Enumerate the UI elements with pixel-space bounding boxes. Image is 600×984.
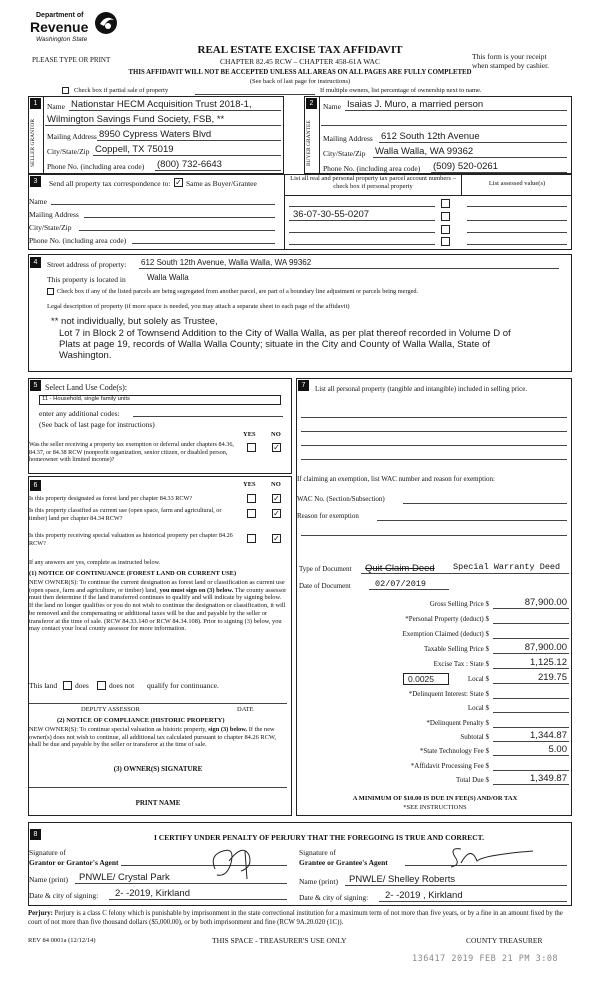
perjury-label: Perjury: — [28, 910, 53, 917]
seller-name-line1: Nationstar HECM Acquisition Trust 2018-1, — [71, 99, 252, 110]
exemption-no-checkbox[interactable]: ✓ — [273, 443, 280, 452]
tax-row-label: *Affidavit Processing Fee $ — [410, 761, 489, 770]
property-location-section — [28, 254, 572, 372]
section-2-number: 2 — [306, 98, 317, 109]
land-does-not-checkbox[interactable] — [97, 681, 106, 690]
qualify-label: qualify for continuance. — [147, 681, 219, 690]
buyer-mailing-value: 612 South 12th Avenue — [381, 131, 480, 142]
if-yes-instructions: If any answers are yes, complete as instructed below. — [29, 559, 161, 566]
does-label: does — [75, 681, 89, 690]
land-use-select[interactable] — [39, 395, 281, 405]
local-rate-value: 0.0025 — [408, 674, 434, 684]
personal-property-section — [296, 378, 572, 816]
legal-description-line1: ** not individually, but solely as Trustee, — [51, 316, 218, 327]
land-use-no-header: NO — [271, 431, 281, 438]
partial-sale-line — [195, 94, 315, 95]
notice-compliance-title: (2) NOTICE OF COMPLIANCE (HISTORIC PROPERTY) — [57, 717, 225, 724]
legal-description-line2: Lot 7 in Block 2 of Townsend Addition to the City of Walla Walla, as per plat thereof recorded in Volume D of — [59, 328, 511, 339]
wac-number-label: WAC No. (Section/Subsection) — [297, 495, 385, 503]
deputy-date-label: DATE — [237, 706, 254, 713]
seller-phone-label: Phone No. (including area code) — [47, 162, 145, 171]
current-use-yes-checkbox[interactable] — [247, 509, 256, 518]
perjury-notice — [28, 910, 572, 927]
forest-land-question: Is this property designated as forest land per chapter 84.33 RCW? — [29, 495, 193, 502]
notice-continuance-title: (1) NOTICE OF CONTINUANCE (FOREST LAND OR CURRENT USE) — [29, 570, 237, 577]
forest-yes-checkbox[interactable] — [247, 494, 256, 503]
exemption-reason-input[interactable] — [377, 520, 567, 521]
grantee-agent-label: Grantee or Grantee's Agent — [299, 858, 388, 867]
wac-number-input[interactable] — [403, 503, 567, 504]
owner-signature-title: (3) OWNER(S) SIGNATURE — [113, 765, 203, 773]
grantor-sig-label: Signature of — [29, 848, 66, 857]
tax-row-label: *Delinquent Interest: State $ — [408, 690, 489, 698]
print-name-label: PRINT NAME — [135, 799, 181, 807]
corr-name-label: Name — [29, 197, 47, 206]
buyer-grantee-section — [304, 96, 572, 174]
tax-rows-upper — [297, 597, 573, 673]
land-use-value: 11 - Household, single family units — [42, 396, 130, 402]
tax-row-label: *Personal Property (deduct) $ — [405, 615, 489, 623]
exemption-reason-label: Reason for exemption — [297, 512, 359, 520]
parcel-number-value: 36-07-30-55-0207 — [293, 209, 370, 220]
land-use-section — [28, 378, 292, 474]
buyer-city-label: City/State/Zip — [323, 149, 366, 158]
assessed-header: List assessed value(s) — [488, 180, 546, 187]
tax-row-label: Excise Tax : State $ — [433, 660, 489, 668]
tax-row-value[interactable]: 5.00 — [548, 744, 567, 756]
parcel-personal-checkbox-3[interactable] — [441, 225, 450, 234]
grantor-name-value: PNWLE/ Crystal Park — [79, 872, 170, 883]
logo-dept: Department of — [36, 12, 84, 19]
grantor-name-label: Name (print) — [29, 875, 68, 884]
notice-continuance-text — [29, 579, 287, 633]
deputy-assessor-label: DEPUTY ASSESSOR — [81, 706, 140, 713]
document-type-struck: Quit Claim Deed — [365, 563, 435, 574]
grantee-date-label: Date & city of signing: — [299, 893, 369, 902]
located-in-value: Walla Walla — [147, 273, 189, 282]
print-notice: PLEASE TYPE OR PRINT — [32, 56, 111, 64]
parcel-personal-checkbox-1[interactable] — [441, 199, 450, 208]
section-8-number: 8 — [30, 829, 41, 840]
grantor-signature-mark — [205, 841, 275, 881]
land-use-see-back: (See back of last page for instructions) — [39, 420, 155, 429]
grantee-name-label: Name (print) — [299, 877, 338, 886]
local-tax-label: Local $ — [467, 675, 489, 683]
tax-row-line — [493, 770, 569, 771]
parcel-personal-checkbox-2[interactable] — [441, 212, 450, 221]
minimum-fee-notice: A MINIMUM OF $10.00 IS DUE IN FEE(S) AND/OR TAX — [352, 795, 518, 802]
tax-row-label: *Delinquent Penalty $ — [426, 718, 489, 727]
notice-compliance-text — [29, 726, 287, 749]
corr-phone-label: Phone No. (including area code) — [29, 236, 127, 245]
tax-row-label: Gross Selling Price $ — [429, 600, 489, 608]
tax-row-value[interactable]: 87,900.00 — [524, 597, 567, 608]
legal-description-line4: Washington. — [59, 350, 112, 361]
tax-row-label: Local $ — [467, 704, 489, 713]
seller-mailing-label: Mailing Address — [47, 132, 97, 141]
tax-row-label: Taxable Selling Price $ — [423, 645, 489, 653]
multiple-owners-label: If multiple owners, list percentage of ownership next to name. — [320, 87, 482, 94]
seller-name-label: Name — [47, 102, 65, 111]
historic-question: Is this property receiving special valuation as historical property per chapter 84.26 RCW? — [29, 532, 233, 547]
land-does-label: This land — [29, 681, 58, 690]
exemption-claim-label: If claiming an exemption, list WAC number and reason for exemption: — [297, 475, 495, 483]
buyer-phone-value: (509) 520-0261 — [433, 161, 498, 172]
tax-row-value[interactable]: 87,900.00 — [524, 642, 567, 653]
seller-mailing-value: 8950 Cypress Waters Blvd — [99, 129, 212, 140]
logo-revenue: Revenue — [30, 19, 89, 35]
tax-row-value[interactable]: 1,344.87 — [530, 729, 567, 741]
send-correspondence-label: Send all property tax correspondence to: — [49, 179, 171, 188]
document-date-value: 02/07/2019 — [375, 579, 427, 589]
segregated-checkbox[interactable] — [47, 288, 54, 295]
certification-section — [28, 822, 572, 906]
deputy-assessor-line[interactable] — [29, 703, 287, 704]
grantee-signature-mark — [447, 841, 537, 871]
buyer-phone-label: Phone No. (including area code) — [323, 164, 421, 173]
street-address-label: Street address of property: — [47, 260, 127, 269]
tax-row-line — [493, 653, 569, 654]
grantor-agent-label: Grantor or Grantor's Agent — [29, 858, 119, 867]
tax-row-label: Subtotal $ — [460, 732, 489, 741]
section-6-number: 6 — [30, 480, 41, 491]
land-does-checkbox[interactable] — [63, 681, 72, 690]
buyer-name-label: Name — [323, 102, 341, 111]
buyer-city-value: Walla Walla, WA 99362 — [375, 146, 474, 157]
certify-statement: I CERTIFY UNDER PENALTY OF PERJURY THAT THE FOREGOING IS TRUE AND CORRECT. — [153, 833, 484, 842]
historic-no-checkbox[interactable]: ✓ — [273, 534, 280, 543]
tax-row-label: *State Technology Fee $ — [419, 747, 489, 756]
buyer-side-label: BUYER GRANTEE — [306, 120, 312, 166]
seller-name-line2: Wilmington Savings Fund Society, FSB, ** — [47, 114, 225, 125]
form-chapter: CHAPTER 82.45 RCW – CHAPTER 458-61A WAC — [220, 57, 380, 66]
section-1-number: 1 — [30, 98, 41, 109]
tax-row-line — [493, 741, 569, 742]
additional-codes-input[interactable] — [133, 416, 283, 417]
corr-mailing-label: Mailing Address — [29, 210, 79, 219]
local-tax-value: 219.75 — [537, 672, 567, 683]
located-in-label: This property is located in — [47, 275, 126, 284]
receipt-note-2: when stamped by cashier. — [472, 61, 550, 70]
tax-row-label: Exemption Claimed (deduct) $ — [402, 630, 489, 638]
notice-compliance-a: NEW OWNER(S): To continue special valuation as historic property, — [29, 726, 207, 733]
seller-phone-value: (800) 732-6643 — [157, 159, 222, 170]
grantor-date-value: 2- -2019, Kirkland — [115, 888, 190, 899]
street-address-value: 612 South 12th Avenue, Walla Walla, WA 99362 — [141, 258, 312, 267]
does-not-label: does not — [109, 681, 135, 690]
exemption-yes-checkbox[interactable] — [247, 443, 256, 452]
grantee-name-value: PNWLE/ Shelley Roberts — [349, 874, 456, 885]
owner-signature-line[interactable] — [29, 787, 287, 788]
land-use-yes-header: YES — [243, 431, 256, 438]
notice-compliance-c: If the new owner(s) does not wish to continue, all additional tax calculated pursuant to chapter 84.26 RCW, shall be due and payable by the seller or transferor at the time of sale. — [29, 726, 276, 749]
not-accepted-notice: THIS AFFIDAVIT WILL NOT BE ACCEPTED UNLESS ALL AREAS ON ALL PAGES ARE FULLY COMPLETED — [128, 69, 472, 76]
tax-row-line — [493, 784, 569, 785]
see-instructions-note: *SEE INSTRUCTIONS — [403, 804, 467, 811]
forest-no-checkbox[interactable]: ✓ — [273, 494, 280, 503]
tax-row-line — [493, 698, 569, 699]
buyer-mailing-label: Mailing Address — [323, 134, 373, 143]
see-back-notice: (See back of last page for instructions) — [249, 78, 351, 85]
personal-property-label: List all personal property (tangible and intangible) included in selling price. — [315, 385, 528, 393]
notice-continuance-b: you must sign on (3) below. — [159, 586, 234, 594]
notice-continuance-a: NEW OWNER(S): To continue the current designation as forest land or classification as current use (open space, farm and agriculture, or timber) land, — [29, 579, 285, 594]
land-use-label: Select Land Use Code(s): — [45, 383, 127, 392]
tax-row-line — [493, 727, 569, 728]
section-5-number: 5 — [30, 380, 41, 391]
seller-grantor-section — [28, 96, 284, 174]
buyer-name-value: Isaias J. Muro, a married person — [347, 99, 484, 110]
tax-row-line — [493, 668, 569, 669]
corr-city-label: City/State/Zip — [29, 223, 72, 232]
document-type-value: Special Warranty Deed — [453, 562, 561, 572]
grantee-date-value: 2- -2019 , Kirkland — [385, 890, 463, 901]
historic-yes-checkbox[interactable] — [247, 534, 256, 543]
seller-city-value: Coppell, TX 75019 — [95, 144, 174, 155]
forest-current-use-section — [28, 476, 292, 816]
s6-no-header: NO — [271, 481, 281, 488]
document-date-label: Date of Document — [299, 582, 351, 590]
same-as-buyer-label: Same as Buyer/Grantee — [186, 179, 257, 188]
current-use-no-checkbox[interactable]: ✓ — [273, 509, 280, 518]
form-revision: REV 84 0001a (12/12/14) — [28, 937, 96, 944]
partial-sale-checkbox[interactable] — [62, 87, 69, 94]
county-treasurer-label: COUNTY TREASURER — [466, 936, 543, 945]
tax-row-line — [493, 623, 569, 624]
receipt-note-1: This form is your receipt — [472, 52, 547, 61]
perjury-text: Perjury is a class C felony which is punishable by imprisonment in the state correctional institution for a maximum term of not more than five years, or by a fine in an amount fixed by the court of not more than five thousand dollars ($5,000.00), or by both imprisonment and fine (RCW 9A.20.020 (1C)). — [28, 910, 563, 926]
same-as-buyer-checkbox[interactable]: ✓ — [175, 178, 182, 187]
grantor-date-label: Date & city of signing: — [29, 891, 99, 900]
tax-correspondence-section — [28, 174, 572, 250]
tax-row-line — [493, 755, 569, 756]
document-type-label: Type of Document — [299, 565, 352, 573]
tax-row-line — [493, 638, 569, 639]
section-4-number: 4 — [30, 257, 41, 268]
notice-compliance-b: sign (3) below. — [208, 726, 248, 733]
legal-description-line3: Plats at page 19, records of Walla Walla County; situate in the City and County of Walla Walla, State of — [59, 339, 491, 350]
partial-sale-label: Check box if partial sale of property — [74, 87, 169, 94]
parcel-personal-checkbox-4[interactable] — [441, 237, 450, 246]
additional-codes-label: enter any additional codes: — [39, 409, 120, 418]
seller-side-label: SELLER GRANTOR — [30, 118, 36, 168]
tax-row-value[interactable]: 1,349.87 — [530, 772, 567, 784]
tax-row-label: Total Due $ — [456, 775, 489, 784]
logo-state: Washington State — [36, 36, 88, 43]
tax-row-line — [493, 712, 569, 713]
treasurer-stamp: 136417 2019 FEB 21 PM 3:08 — [412, 954, 559, 964]
seller-city-label: City/State/Zip — [47, 147, 90, 156]
grantee-sig-label: Signature of — [299, 848, 336, 857]
section-7-number: 7 — [298, 380, 309, 391]
form-title: REAL ESTATE EXCISE TAX AFFIDAVIT — [197, 44, 403, 56]
s6-yes-header: YES — [243, 481, 256, 488]
revenue-logo — [30, 10, 130, 50]
tax-row-value[interactable]: 1,125.12 — [530, 657, 567, 668]
tax-row-line — [493, 608, 569, 609]
tax-rows-lower — [297, 687, 573, 787]
legal-description-label: Legal description of property (if more space is needed, you may attach a separate sheet to each page of the affidavit) — [47, 303, 350, 310]
current-use-question: Is this property classified as current use (open space, farm and agricultural, or timber) land per chapter 84.34 RCW? — [29, 507, 222, 522]
section-3-number: 3 — [30, 176, 41, 187]
segregated-label: Check box if any of the listed parcels are being segregated from another parcel, are part of a boundary line adjustment or parcels being merged. — [57, 288, 419, 295]
exemption-question: Was the seller receiving a property tax exemption or deferral under chapters 84.36, 84.37, or 84.38 RCW (nonprofit organization, senior citizen, or disabled person, homeowner with limited income)? — [29, 441, 234, 463]
revenue-swirl-icon — [92, 10, 120, 36]
treasurer-space-label: THIS SPACE - TREASURER'S USE ONLY — [212, 936, 347, 945]
notice-continuance-c: The county assessor must then determine if the land transferred continues to qualify and will indicate by signing below. If the land no longer qualifies or you do not wish to continue the designation or classification, it will be removed and the compensating or additional taxes will be due and payable by the seller or transferor at the time of sale. (RCW 84.33.140 or RCW 84.34.108). Prior to signing (3) below, you may contact your local county assessor for more information. — [29, 586, 287, 633]
parcel-header: List all real and personal property tax parcel account numbers – check box if personal property — [290, 175, 456, 190]
